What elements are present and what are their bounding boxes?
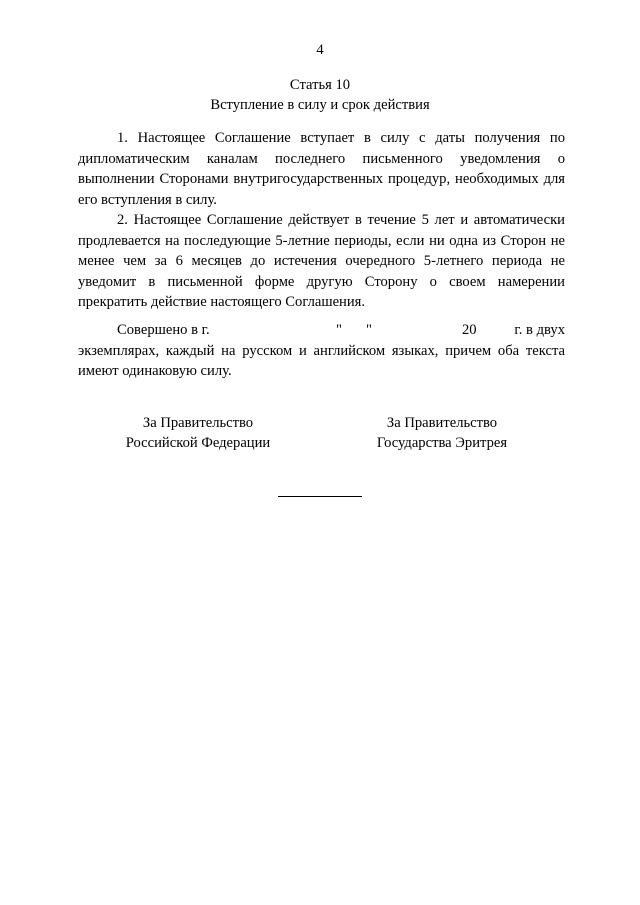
article-heading [0, 75, 640, 115]
page-number: 4 [316, 42, 324, 58]
signature-russia-line2: Российской Федерации [125, 435, 271, 451]
concluded-paragraph [78, 320, 565, 382]
end-divider [278, 496, 362, 497]
concluded-rest: экземплярах, каждый на русском и английском языках, причем оба текста имеют одинаковую силу. [78, 342, 565, 379]
signature-russia-line1: За Правительство [142, 415, 254, 431]
quote-open: " [336, 322, 342, 338]
article-title: Вступление в силу и срок действия [210, 97, 430, 113]
concluded-first-line [78, 320, 565, 341]
quote-close: " [366, 322, 372, 338]
concluded-tail: г. в двух [514, 322, 565, 338]
signature-eritrea-line1: За Правительство [386, 415, 498, 431]
signature-eritrea [332, 413, 552, 453]
concluded-year: 20 [462, 322, 477, 338]
clause-1: 1. Настоящее Соглашение вступает в силу с даты получения по дипломатическим каналам последнего письменного уведомления о выполнении Сторонами внутригосударственных процедур, необходимых для его вступления в силу. [78, 130, 565, 208]
signature-russia [88, 413, 308, 453]
concluded-lead: Совершено в г. [117, 322, 210, 338]
clause-2: 2. Настоящее Соглашение действует в течение 5 лет и автоматически продлевается на последующие 5-летние периоды, если ни одна из Сторон не менее чем за 6 месяцев до истечения очередного 5-летнего периода не уведомит в письменной форме другую Сторону о своем намерении прекратить действие настоящего Соглашения. [78, 212, 565, 310]
signature-eritrea-line2: Государства Эритрея [376, 435, 508, 451]
article-clauses [78, 128, 565, 313]
article-number: Статья 10 [289, 77, 351, 93]
